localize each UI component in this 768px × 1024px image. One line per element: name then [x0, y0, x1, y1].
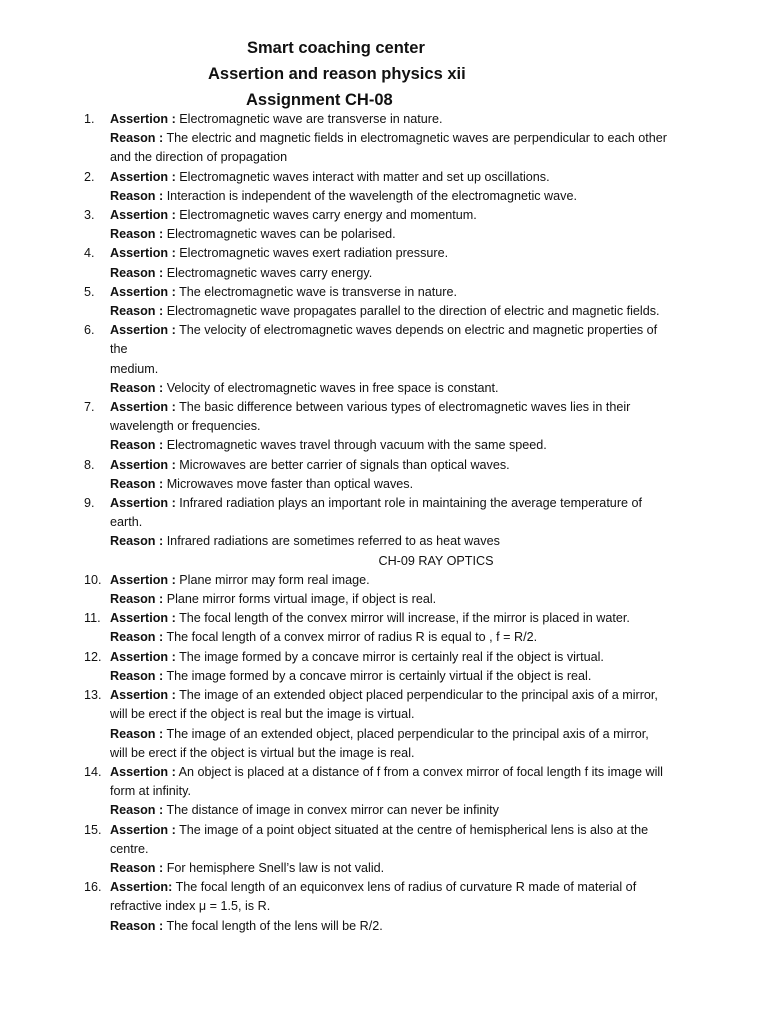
item-number: 12. — [84, 649, 102, 664]
assertion-line — [110, 398, 748, 417]
assertion-label: Assertion : — [110, 400, 176, 415]
assertion-label: Assertion: — [110, 880, 173, 895]
item-number: 6. — [84, 323, 95, 338]
reason-label: Reason : — [110, 726, 164, 741]
reason-label: Reason : — [110, 534, 164, 549]
assertion-text: Electromagnetic wave are transverse in nature. — [179, 112, 443, 126]
assertion-line — [110, 206, 748, 225]
item-body — [110, 763, 748, 821]
reason-line — [110, 436, 748, 455]
section-title: CH-09 RAY OPTICS — [378, 553, 494, 568]
question-list — [84, 110, 748, 936]
list-item — [84, 878, 748, 936]
assertion-line — [110, 244, 748, 263]
reason-text: Plane mirror forms virtual image, if object is real. — [166, 592, 437, 607]
list-item — [84, 244, 748, 282]
assertion-text: Electromagnetic waves exert radiation pressure. — [179, 246, 449, 261]
reason-text: Electromagnetic waves can be polarised. — [166, 227, 396, 242]
item-number: 2. — [84, 169, 95, 184]
reason-line — [110, 129, 748, 148]
item-number: 1. — [84, 112, 95, 126]
reason-label: Reason : — [110, 918, 164, 933]
reason-label: Reason : — [110, 265, 164, 280]
list-item — [84, 648, 748, 686]
reason-label: Reason : — [110, 131, 164, 146]
reason-text: Velocity of electromagnetic waves in free space is constant. — [166, 380, 499, 395]
reason-text: Electromagnetic waves carry energy. — [166, 265, 373, 280]
item-body — [110, 609, 748, 647]
assertion-text: The electromagnetic wave is transverse in nature. — [179, 284, 457, 299]
item-number: 3. — [84, 208, 95, 223]
assertion-line — [110, 168, 748, 187]
assertion-text: An object is placed at a distance of f from a convex mirror of focal length f its image will — [178, 764, 663, 779]
assertion-continuation: the — [110, 342, 128, 357]
list-item — [84, 609, 748, 647]
item-number: 16. — [84, 880, 102, 895]
assertion-line — [110, 878, 748, 897]
reason-line — [110, 187, 748, 206]
reason-text: Interaction is independent of the wavelength of the electromagnetic wave. — [166, 188, 577, 203]
assertion-line — [110, 571, 748, 590]
assertion-label: Assertion : — [110, 169, 176, 184]
assertion-text: The image formed by a concave mirror is certainly real if the object is virtual. — [179, 649, 604, 664]
assertion-text: The image of an extended object placed perpendicular to the principal axis of a mirror, — [179, 688, 658, 703]
assertion-line — [110, 821, 748, 840]
item-number: 7. — [84, 400, 95, 415]
assertion-text: Infrared radiation plays an important role in maintaining the average temperature of — [179, 496, 643, 511]
reason-label: Reason : — [110, 188, 164, 203]
assertion-text: The focal length of the convex mirror will increase, if the mirror is placed in water. — [179, 611, 630, 626]
item-number: 13. — [84, 688, 102, 703]
reason-text: Infrared radiations are sometimes referred to as heat waves — [166, 534, 500, 549]
reason-label: Reason : — [110, 476, 164, 491]
assertion-label: Assertion : — [110, 496, 176, 511]
reason-label: Reason : — [110, 860, 164, 875]
list-item — [84, 283, 748, 321]
reason-line — [110, 725, 748, 744]
reason-continuation: will be erect if the object is virtual but the image is real. — [110, 745, 415, 760]
reason-label: Reason : — [110, 304, 164, 319]
reason-line — [110, 225, 748, 244]
reason-label: Reason : — [110, 438, 164, 453]
reason-text: For hemisphere Snell’s law is not valid. — [166, 860, 385, 875]
list-item — [84, 763, 748, 821]
reason-line — [110, 628, 748, 647]
list-item — [84, 821, 748, 879]
list-item — [84, 321, 748, 398]
assertion-continuation: refractive index μ = 1.5, is R. — [110, 899, 271, 914]
assertion-label: Assertion : — [110, 572, 176, 587]
assertion-line — [110, 283, 748, 302]
reason-label: Reason : — [110, 380, 164, 395]
reason-text: The focal length of a convex mirror of radius R is equal to , f = R/2. — [166, 630, 538, 645]
assertion-text: The focal length of an equiconvex lens of radius of curvature R made of material of — [175, 880, 637, 895]
item-body — [110, 821, 748, 879]
item-body — [110, 494, 748, 552]
item-body — [110, 571, 748, 609]
assertion-label: Assertion : — [110, 246, 176, 261]
assertion-continuation: wavelength or frequencies. — [110, 419, 261, 434]
assertion-label: Assertion : — [110, 764, 176, 779]
list-item — [84, 110, 748, 168]
reason-label: Reason : — [110, 803, 164, 818]
assertion-label: Assertion : — [110, 112, 176, 126]
assertion-line — [110, 494, 748, 513]
reason-label: Reason : — [110, 592, 164, 607]
item-body — [110, 648, 748, 686]
assertion-label: Assertion : — [110, 323, 176, 338]
item-number: 4. — [84, 246, 95, 261]
reason-text: Electromagnetic waves travel through vacuum with the same speed. — [166, 438, 547, 453]
reason-line — [110, 532, 748, 551]
assertion-label: Assertion : — [110, 688, 176, 703]
list-item — [84, 168, 748, 206]
reason-line — [110, 264, 748, 283]
assertion-line — [110, 763, 748, 782]
item-body — [110, 321, 748, 398]
header-subtitle: Assertion and reason physics xii — [208, 65, 466, 83]
item-body — [110, 244, 748, 282]
reason-text: The image of an extended object, placed perpendicular to the principal axis of a mirror, — [166, 726, 649, 741]
assertion-continuation: form at infinity. — [110, 784, 191, 799]
header-assignment: Assignment CH-08 — [246, 91, 393, 109]
item-number: 8. — [84, 457, 95, 472]
assertion-line — [110, 686, 748, 705]
reason-line — [110, 379, 748, 398]
assertion-label: Assertion : — [110, 208, 176, 223]
assertion-text: Electromagnetic waves interact with matter and set up oscillations. — [179, 169, 550, 184]
reason-text: Microwaves move faster than optical waves. — [166, 476, 414, 491]
list-item — [84, 456, 748, 494]
assertion-text: Plane mirror may form real image. — [179, 572, 370, 587]
reason-text: The electric and magnetic fields in electromagnetic waves are perpendicular to each other — [166, 131, 667, 146]
item-body — [110, 168, 748, 206]
reason-text: The image formed by a concave mirror is certainly virtual if the object is real. — [166, 668, 592, 683]
item-number: 11. — [84, 611, 101, 626]
reason-continuation: and the direction of propagation — [110, 150, 288, 165]
assertion-continuation: will be erect if the object is real but the image is virtual. — [110, 707, 415, 722]
reason-line — [110, 475, 748, 494]
item-body — [110, 110, 748, 168]
assertion-text: Electromagnetic waves carry energy and momentum. — [179, 208, 477, 223]
assertion-label: Assertion : — [110, 457, 176, 472]
assertion-line — [110, 456, 748, 475]
item-number: 14. — [84, 764, 102, 779]
assertion-label: Assertion : — [110, 284, 176, 299]
reason-line — [110, 801, 748, 820]
assertion-label: Assertion : — [110, 822, 176, 837]
assertion-text: The image of a point object situated at the centre of hemispherical lens is also at the — [179, 822, 649, 837]
reason-text: The distance of image in convex mirror can never be infinity — [166, 803, 499, 818]
list-item — [84, 206, 748, 244]
assertion-label: Assertion : — [110, 649, 176, 664]
item-body — [110, 456, 748, 494]
reason-line — [110, 917, 748, 936]
reason-text: The focal length of the lens will be R/2. — [166, 918, 383, 933]
assertion-line — [110, 648, 748, 667]
item-body — [110, 878, 748, 936]
assertion-line — [110, 321, 748, 340]
item-body — [110, 283, 748, 321]
list-item — [84, 398, 748, 456]
item-body — [110, 686, 748, 763]
header-title: Smart coaching center — [247, 39, 425, 57]
reason-line — [110, 590, 748, 609]
item-body — [110, 398, 748, 456]
item-number: 5. — [84, 284, 95, 299]
assertion-line — [110, 110, 748, 129]
reason-line — [110, 302, 748, 321]
reason-label: Reason : — [110, 227, 164, 242]
assertion-continuation: earth. — [110, 515, 143, 530]
reason-label: Reason : — [110, 668, 164, 683]
assertion-text: The velocity of electromagnetic waves depends on electric and magnetic properties of — [179, 323, 658, 338]
item-number: 9. — [84, 496, 95, 511]
assertion-text: Microwaves are better carrier of signals than optical waves. — [179, 457, 510, 472]
list-item — [84, 494, 748, 552]
assertion-continuation: medium. — [110, 361, 159, 376]
reason-label: Reason : — [110, 630, 164, 645]
list-item — [84, 686, 748, 763]
list-item — [84, 571, 748, 609]
assertion-continuation: centre. — [110, 841, 149, 856]
reason-line — [110, 859, 748, 878]
item-number: 10. — [84, 572, 102, 587]
reason-text: Electromagnetic wave propagates parallel to the direction of electric and magnetic fields. — [166, 304, 660, 319]
item-number: 15. — [84, 822, 102, 837]
assertion-line — [110, 609, 748, 628]
reason-line — [110, 667, 748, 686]
assertion-text: The basic difference between various types of electromagnetic waves lies in their — [179, 400, 631, 415]
item-body — [110, 206, 748, 244]
assertion-label: Assertion : — [110, 611, 176, 626]
